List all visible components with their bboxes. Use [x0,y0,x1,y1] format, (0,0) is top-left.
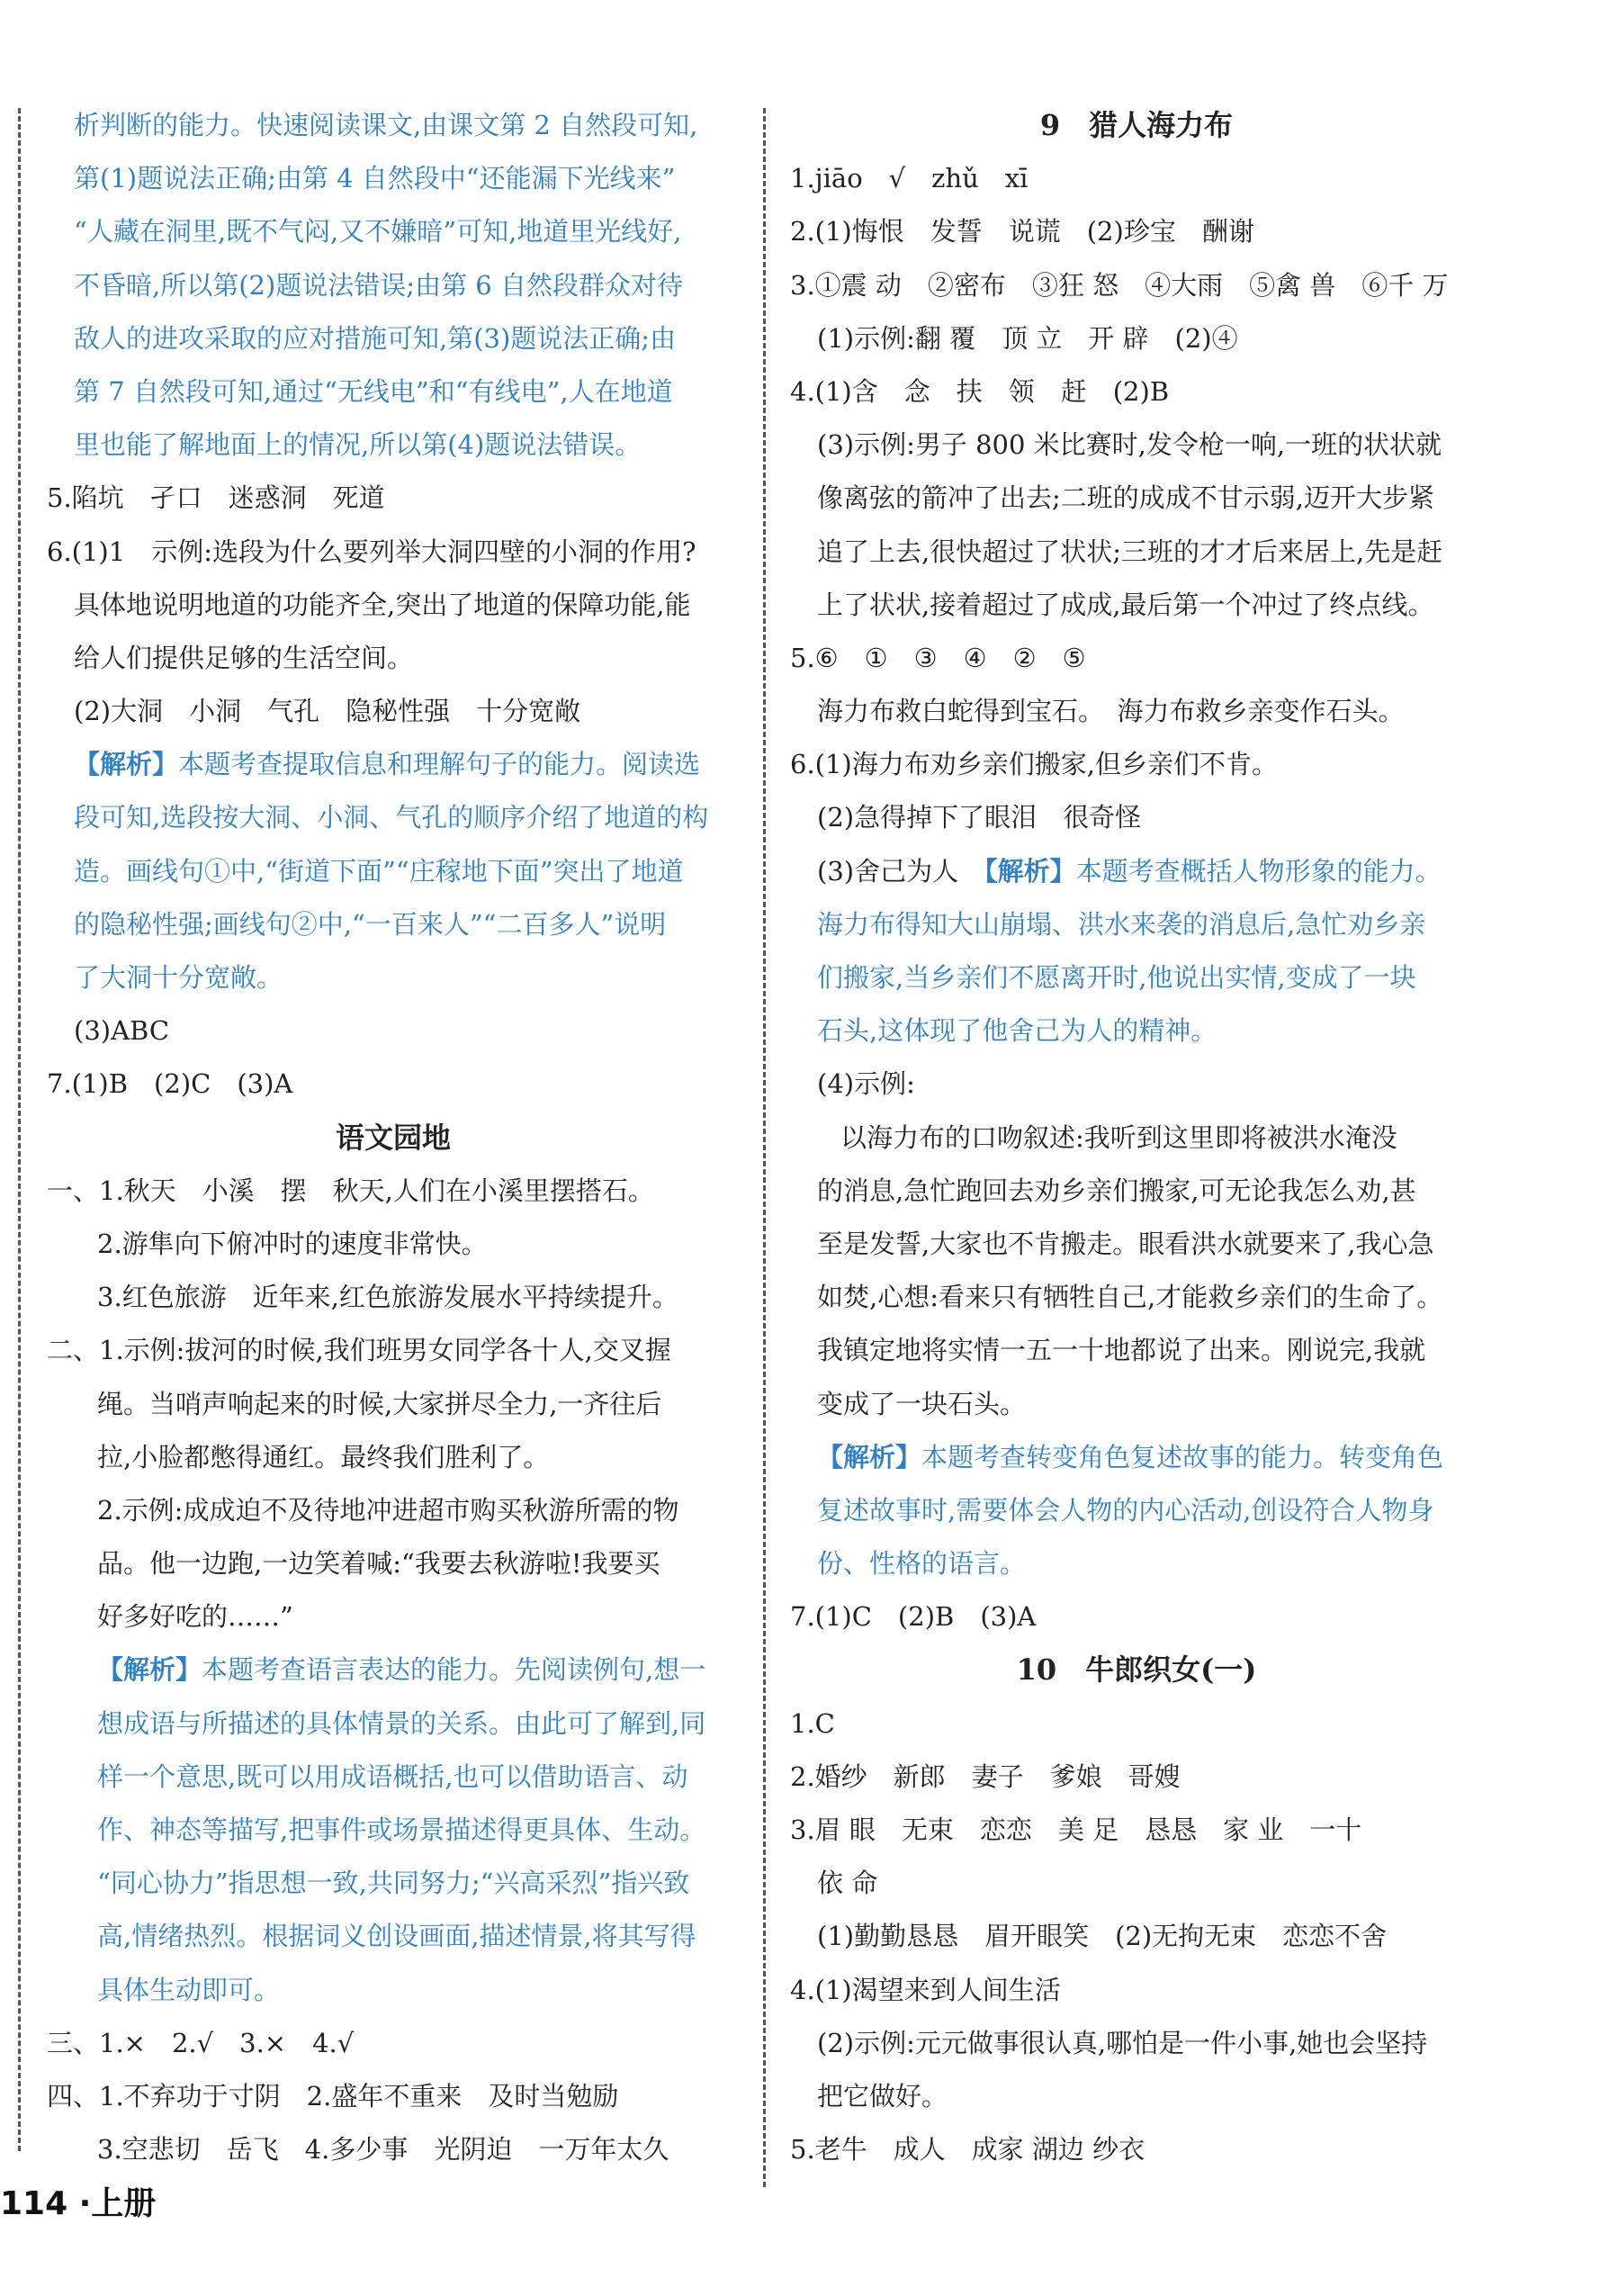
section-heading [47,1112,740,1165]
answer-line [47,632,740,685]
line-text: 里也能了解地面上的情况,所以第(4)题说法错误。 [74,429,642,461]
line-text: 3.空悲切 岳飞 4.多少事 光阴迫 一万年太久 [97,2134,669,2165]
line-text: 上了状状,接着超过了成成,最后第一个冲过了终点线。 [817,589,1434,620]
line-text: 四、1.不弃功于寸阴 2.盛年不重来 及时当勉励 [47,2080,619,2111]
answer-line [790,1697,1483,1751]
answer-line [47,1804,740,1857]
line-text: 5.陷坑 孑口 迷惑洞 死道 [47,482,385,514]
answer-line [790,1165,1483,1218]
line-text: 5.⑥ ① ③ ④ ② ⑤ [790,642,1086,673]
line-text: 不昏暗,所以第(2)题说法错误;由第 6 自然段群众对待 [74,269,683,301]
answer-line [47,1537,740,1590]
line-text: 追了上去,很快超过了状状;三班的才才后来居上,先是赶 [817,536,1443,567]
line-text: 变成了一块石头。 [817,1388,1027,1419]
analysis-tag: 【解析】 [97,1654,202,1686]
line-text: 如焚,心想:看来只有牺牲自己,才能救乡亲们的生命了。 [817,1282,1443,1313]
answer-line [47,1590,740,1643]
answer-line [790,791,1483,844]
line-text: 海力布得知大山崩塌、洪水来袭的消息后,急忙劝乡亲 [817,908,1426,940]
answer-line [790,1751,1483,1804]
line-text: 二、1.示例:拔河的时候,我们班男女同学各十人,交叉握 [47,1335,671,1366]
line-text: 2.游隼向下俯冲时的速度非常快。 [97,1228,488,1259]
answer-line [790,1857,1483,1910]
left-column [47,99,740,2176]
answer-line [790,419,1483,472]
line-text: (2)示例:元元做事很认真,哪怕是一件小事,她也会坚持 [817,2027,1428,2058]
line-text: 给人们提供足够的生活空间。 [74,642,414,673]
answer-line [790,1484,1483,1537]
right-column [790,99,1483,2176]
line-text: 本题考查概括人物形象的能力。 [1075,855,1442,887]
line-text: (1)勤勤恳恳 眉开眼笑 (2)无拘无束 恋恋不舍 [817,1921,1388,1952]
answer-line [790,632,1483,685]
line-text: 2.(1)悔恨 发誓 说谎 (2)珍宝 酬谢 [790,216,1254,248]
line-text: 们搬家,当乡亲们不愿离开时,他说出实情,变成了一块 [817,962,1416,993]
line-text: 敌人的进攻采取的应对措施可知,第(3)题说法正确;由 [74,322,677,354]
line-text: 10 牛郎织女(一) [1016,1652,1257,1688]
answer-line [47,738,740,791]
line-text: 样一个意思,既可以用成语概括,也可以借助语言、动 [97,1760,688,1792]
line-text: 7.(1)C (2)B (3)A [790,1601,1037,1633]
answer-line [47,526,740,579]
line-text: 3.红色旅游 近年来,红色旅游发展水平持续提升。 [97,1282,678,1313]
line-text: 2.示例:成成迫不及待地冲进超市购买秋游所需的物 [97,1494,679,1526]
answer-line [790,951,1483,1004]
answer-line [47,1857,740,1910]
answer-line [47,1378,740,1431]
page-number: 114 ·上册 [0,2185,157,2222]
answer-line [47,2017,740,2070]
answer-line [47,205,740,258]
line-text: 复述故事时,需要体会人物的内心活动,创设符合人物身 [817,1494,1434,1526]
answer-line [47,2070,740,2123]
line-text: 9 猎人海力布 [1039,108,1234,142]
line-text: 2.婚纱 新郎 妻子 爹娘 哥嫂 [790,1760,1181,1792]
answer-line [47,419,740,472]
answer-line [790,1324,1483,1377]
line-text: 我镇定地将实情一五一十地都说了出来。刚说完,我就 [817,1335,1426,1366]
analysis-tag: 【解析】 [984,855,1076,887]
line-text: 本题考查语言表达的能力。先阅读例句,想一 [202,1654,706,1686]
answer-line [790,898,1483,951]
answer-line [790,1537,1483,1590]
answer-line [47,1431,740,1484]
line-text: 的隐秘性强;画线句②中,“一百来人”“二百多人”说明 [74,908,667,940]
left-dashed-rule [18,108,21,2151]
answer-line [790,259,1483,312]
line-text: 像离弦的箭冲了出去;二班的成成不甘示弱,迈开大步紧 [817,482,1434,514]
answer-line [47,365,740,419]
line-text: (2)急得掉下了眼泪 很奇怪 [817,802,1142,833]
section-heading [790,99,1483,152]
answer-line [47,1751,740,1804]
line-text: 一、1.秋天 小溪 摆 秋天,人们在小溪里摆搭石。 [47,1175,654,1206]
answer-line [790,1804,1483,1857]
analysis-tag: 【解析】 [74,749,179,780]
line-text: 6.(1)海力布劝乡亲们搬家,但乡亲们不肯。 [790,749,1278,780]
line-text: 三、1.× 2.√ 3.× 4.√ [47,2027,355,2058]
line-text: 第(1)题说法正确;由第 4 自然段中“还能漏下光线来” [74,163,676,194]
answer-line [790,312,1483,365]
answer-line [790,472,1483,525]
line-text: 好多好吃的……” [97,1601,293,1633]
answer-line [47,579,740,632]
line-text: 份、性格的语言。 [817,1548,1027,1580]
answer-line [790,1964,1483,2017]
answer-line [47,1058,740,1111]
answer-line [47,1004,740,1058]
section-heading [790,1643,1483,1697]
answer-line [47,685,740,738]
line-text: 3.①震 动 ②密布 ③狂 怒 ④大雨 ⑤禽 兽 ⑥千 万 [790,269,1449,301]
column-divider [763,108,766,2187]
line-text: 造。画线句①中,“街道下面”“庄稼地下面”突出了地道 [74,855,684,887]
answer-line [47,898,740,951]
line-text: 析判断的能力。快速阅读课文,由课文第 2 自然段可知, [74,110,698,140]
answer-line [790,365,1483,419]
answer-line [47,1643,740,1697]
line-text: (3)ABC [74,1015,170,1047]
line-text: 4.(1)含 念 扶 领 赶 (2)B [790,375,1170,407]
answer-line [790,1004,1483,1058]
line-text: 语文园地 [335,1120,451,1155]
answer-line [790,1112,1483,1165]
line-text: 第 7 自然段可知,通过“无线电”和“有线电”,人在地道 [74,375,673,407]
line-text: 具体地说明地道的功能齐全,突出了地道的保障功能,能 [74,589,691,620]
answer-line [47,1271,740,1324]
line-text: 高,情绪热烈。根据词义创设画面,描述情景,将其写得 [97,1921,696,1952]
line-text: 至是发誓,大家也不肯搬走。眼看洪水就要来了,我心急 [817,1228,1434,1259]
line-text: 把它做好。 [817,2080,948,2111]
line-text: 段可知,选段按大洞、小洞、气孔的顺序介绍了地道的构 [74,802,709,833]
line-text: 以海力布的口吻叙述:我听到这里即将被洪水淹没 [840,1121,1397,1153]
line-text: 本题考查转变角色复述故事的能力。转变角色 [921,1441,1444,1472]
answer-line [790,526,1483,579]
line-text: 7.(1)B (2)C (3)A [47,1068,293,1100]
line-text: 想成语与所描述的具体情景的关系。由此可了解到,同 [97,1707,706,1739]
line-text: 6.(1)1 示例:选段为什么要列举大洞四壁的小洞的作用? [47,536,696,567]
answer-lead: (3)舍己为人 [817,855,985,887]
answer-line [47,845,740,898]
answer-line [47,791,740,844]
answer-line [790,738,1483,791]
line-text: 海力布救白蛇得到宝石。 海力布救乡亲变作石头。 [817,696,1405,727]
answer-line [790,1218,1483,1271]
line-text: 石头,这体现了他舍己为人的精神。 [817,1015,1217,1047]
answer-line [47,951,740,1004]
answer-line [790,845,1483,898]
answer-line [47,259,740,312]
answer-line [47,1218,740,1271]
line-text: 依 命 [817,1868,878,1899]
answer-line [790,2017,1483,2070]
answer-line [47,1697,740,1751]
answer-line [790,1431,1483,1484]
line-text: (3)示例:男子 800 米比赛时,发令枪一响,一班的状状就 [817,429,1442,461]
line-text: 本题考查提取信息和理解句子的能力。阅读选 [178,749,701,780]
answer-line [47,472,740,525]
line-text: 品。他一边跑,一边笑着喊:“我要去秋游啦!我要买 [97,1548,660,1580]
answer-line [47,1165,740,1218]
answer-line [790,152,1483,205]
answer-line [47,1324,740,1377]
answer-line [47,1964,740,2017]
line-text: (2)大洞 小洞 气孔 隐秘性强 十分宽敞 [74,696,581,727]
answer-line [790,1590,1483,1643]
line-text: 3.眉 眼 无束 恋恋 美 足 恳恳 家 业 一十 [790,1814,1362,1845]
answer-line [790,2070,1483,2123]
answer-line [790,1378,1483,1431]
answer-line [790,1910,1483,1963]
answer-line [790,2123,1483,2176]
answer-line [47,2123,740,2176]
answer-line [47,99,740,152]
line-text: 拉,小脸都憋得通红。最终我们胜利了。 [97,1441,550,1472]
line-text: 4.(1)渴望来到人间生活 [790,1974,1061,2005]
answer-line [47,1910,740,1963]
line-text: 了大洞十分宽敞。 [74,962,283,993]
line-text: 的消息,急忙跑回去劝乡亲们搬家,可无论我怎么劝,甚 [817,1175,1416,1206]
line-text: (4)示例: [817,1068,915,1100]
line-text: 1.jiāo √ zhǔ xī [790,163,1029,194]
line-text: “同心协力”指思想一致,共同努力;“兴高采烈”指兴致 [97,1868,690,1899]
analysis-tag: 【解析】 [817,1441,922,1472]
answer-line [790,579,1483,632]
line-text: (1)示例:翻 覆 顶 立 开 辟 (2)④ [817,322,1238,354]
line-text: 绳。当哨声响起来的时候,大家拼尽全力,一齐往后 [97,1388,662,1419]
line-text: “人藏在洞里,既不气闷,又不嫌暗”可知,地道里光线好, [74,216,682,248]
answer-line [790,685,1483,738]
answer-line [47,312,740,365]
line-text: 1.C [790,1707,835,1739]
line-text: 5.老牛 成人 成家 湖边 纱衣 [790,2134,1145,2165]
line-text: 作、神态等描写,把事件或场景描述得更具体、生动。 [97,1814,706,1845]
answer-line [790,205,1483,258]
answer-line [47,152,740,205]
line-text: 具体生动即可。 [97,1974,281,2005]
answer-line [790,1058,1483,1111]
answer-line [790,1271,1483,1324]
answer-line [47,1484,740,1537]
